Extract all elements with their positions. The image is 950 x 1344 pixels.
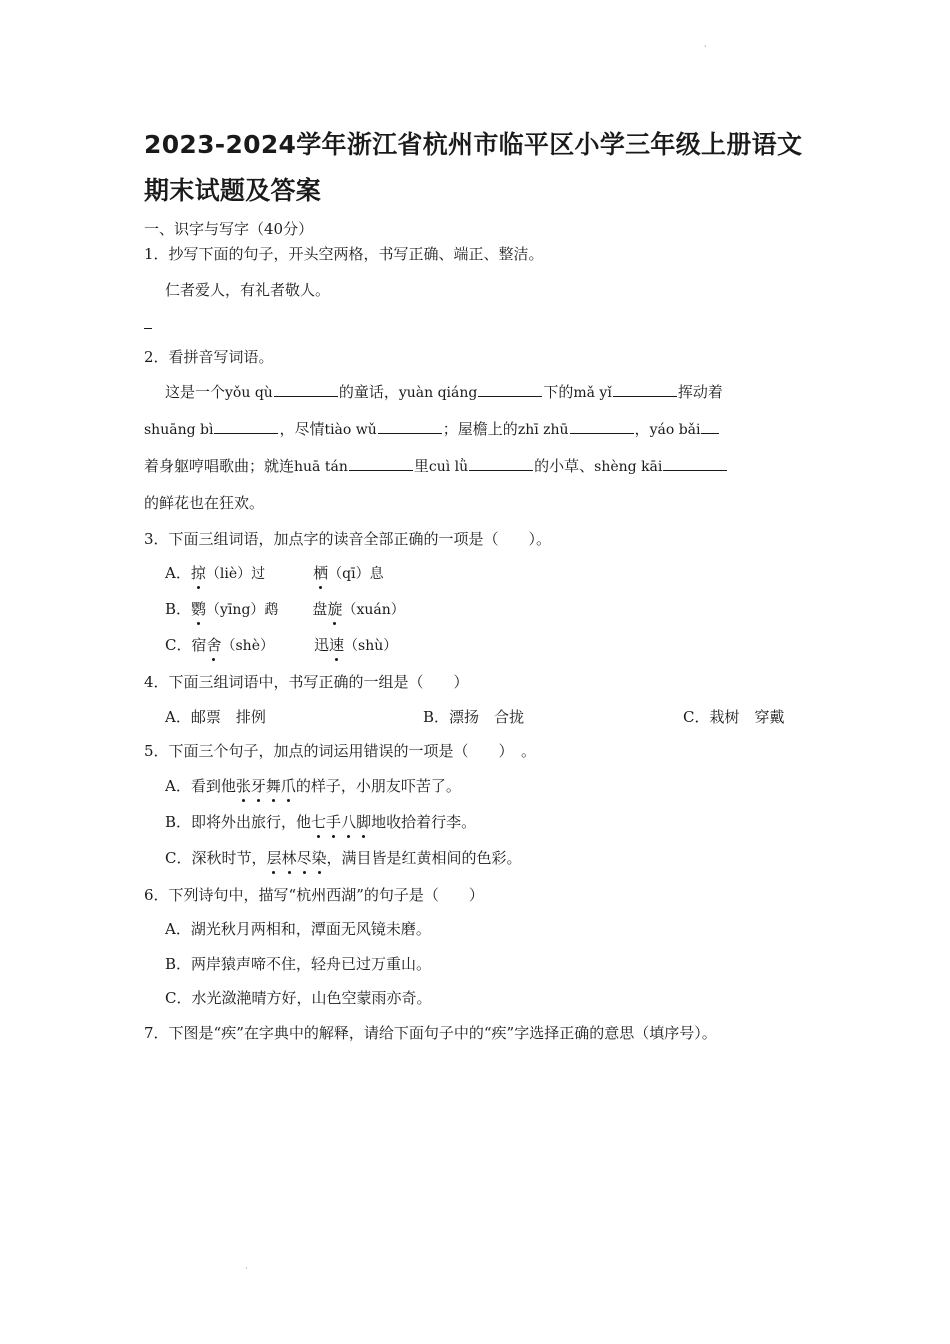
dotted-char: 染 xyxy=(311,849,327,867)
dotted-char: 舞 xyxy=(265,777,281,795)
question-2-line-3 xyxy=(144,455,728,478)
text: 的样子，小朋友吓苦了。 xyxy=(295,777,461,795)
question-6-option-c: C．水光潋滟晴方好，山色空蒙雨亦奇。 xyxy=(165,989,432,1007)
question-3-option-a xyxy=(165,562,384,585)
question-5-option-a xyxy=(165,775,461,797)
question-1-sentence: 仁者爱人，有礼者敬人。 xyxy=(165,281,331,299)
question-3-stem: 3．下面三组词语，加点字的读音全部正确的一项是（ ）。 xyxy=(144,530,552,548)
fill-blank[interactable] xyxy=(663,455,727,471)
reading: （shù） xyxy=(344,638,398,654)
text: A．看到他 xyxy=(165,777,236,795)
dotted-char: 张 xyxy=(235,777,251,795)
question-3-option-b xyxy=(165,598,405,621)
text: 迅 xyxy=(314,636,330,654)
question-5-stem: 5．下面三个句子，加点的词运用错误的一项是（ ） 。 xyxy=(144,742,537,760)
question-4-option-b: B．漂扬 合拢 xyxy=(423,708,525,726)
text: 地收拾着行李。 xyxy=(371,813,477,831)
question-6-option-b: B．两岸猿声啼不住，轻舟已过万重山。 xyxy=(165,955,432,973)
question-4-option-a: A．邮票 排例 xyxy=(165,708,266,726)
fill-blank[interactable] xyxy=(274,381,338,397)
reading: （shè） xyxy=(221,638,274,654)
dotted-char: 鹦 xyxy=(191,600,207,618)
dotted-char: 林 xyxy=(281,849,297,867)
pinyin: zhī zhū xyxy=(517,422,569,438)
fill-blank[interactable] xyxy=(349,455,413,471)
pinyin: cuì lǜ xyxy=(428,459,469,475)
question-5-option-c xyxy=(165,847,522,869)
pinyin: yuàn qiáng xyxy=(398,385,478,401)
pinyin: mǎ yǐ xyxy=(573,385,612,401)
pinyin: yǒu qù xyxy=(225,385,273,401)
text: 的小草、 xyxy=(534,457,595,475)
fill-blank[interactable] xyxy=(469,455,533,471)
question-1-stem: 1．抄写下面的句子，开头空两格，书写正确、端正、整洁。 xyxy=(144,245,544,263)
text: ；屋檐上的 xyxy=(442,420,518,438)
fill-blank[interactable] xyxy=(214,418,278,434)
pinyin: shuāng bì xyxy=(144,422,214,438)
reading: （liè）过 xyxy=(205,566,266,582)
fill-blank[interactable] xyxy=(613,381,677,397)
dotted-char: 尽 xyxy=(296,849,312,867)
option-letter: A． xyxy=(165,564,191,582)
fill-blank[interactable] xyxy=(478,381,542,397)
question-7-stem: 7．下图是“疾”在字典中的解释，请给下面句子中的“疾”字选择正确的意思（填序号）。 xyxy=(144,1024,717,1042)
text: 下的 xyxy=(543,383,574,401)
text: B．即将外出旅行，他 xyxy=(165,813,312,831)
dotted-char: 掠 xyxy=(190,564,206,582)
text: C．深秋时节， xyxy=(165,849,267,867)
dotted-char: 栖 xyxy=(313,564,329,582)
reading: （xuán） xyxy=(342,602,405,618)
dotted-char: 层 xyxy=(266,849,282,867)
pinyin: shèng kāi xyxy=(594,459,663,475)
text: 着身躯哼唱歌曲；就连 xyxy=(144,457,295,475)
dotted-char: 爪 xyxy=(280,777,296,795)
text: ，尽情 xyxy=(279,420,325,438)
fill-blank[interactable] xyxy=(378,418,442,434)
footer-dot: · xyxy=(245,1264,248,1273)
dotted-char: 手 xyxy=(326,813,342,831)
option-letter: B． xyxy=(165,600,192,618)
reading: （qī）息 xyxy=(328,566,384,582)
dotted-char: 旋 xyxy=(327,600,343,618)
section-heading: 一、识字与写字（40分） xyxy=(144,220,314,238)
text: 里 xyxy=(413,457,429,475)
pinyin: yáo bǎi xyxy=(649,422,701,438)
question-6-option-a: A．湖光秋月两相和，潭面无风镜未磨。 xyxy=(165,920,431,938)
question-4-option-c: C．栽树 穿戴 xyxy=(683,708,785,726)
question-5-option-b xyxy=(165,811,476,833)
question-3-option-c xyxy=(165,634,397,657)
document-title: 2023-2024学年浙江省杭州市临平区小学三年级上册语文期末试题及答案 xyxy=(144,130,803,205)
text: 挥动着 xyxy=(677,383,723,401)
text: ，满目皆是红黄相间的色彩。 xyxy=(326,849,522,867)
pinyin: huā tán xyxy=(294,459,348,475)
dotted-char: 舍 xyxy=(206,636,222,654)
dotted-char: 七 xyxy=(311,813,327,831)
question-4-stem: 4．下面三组词语中，书写正确的一组是（ ） xyxy=(144,673,469,691)
option-letter: C．宿 xyxy=(165,636,207,654)
reading: （yīng）鹉 xyxy=(206,602,279,618)
question-2-line-2 xyxy=(144,418,720,441)
dotted-char: 脚 xyxy=(356,813,372,831)
question-6-stem: 6．下列诗句中，描写“杭州西湖”的句子是（ ） xyxy=(144,886,484,904)
dotted-char: 速 xyxy=(329,636,345,654)
dotted-char: 八 xyxy=(341,813,357,831)
header-dot: · xyxy=(704,42,707,51)
answer-line xyxy=(144,328,152,329)
text: ， xyxy=(634,420,650,438)
question-2-line-4: 的鲜花也在狂欢。 xyxy=(144,494,265,512)
dotted-char: 牙 xyxy=(250,777,266,795)
question-2-stem: 2．看拼音写词语。 xyxy=(144,348,274,366)
fill-blank[interactable] xyxy=(570,418,634,434)
question-2-line-1 xyxy=(165,381,723,404)
text: 这是一个 xyxy=(165,383,226,401)
text: 盘 xyxy=(312,600,328,618)
fill-blank[interactable] xyxy=(701,418,719,434)
text: 的童话， xyxy=(338,383,399,401)
pinyin: tiào wǔ xyxy=(324,422,377,438)
